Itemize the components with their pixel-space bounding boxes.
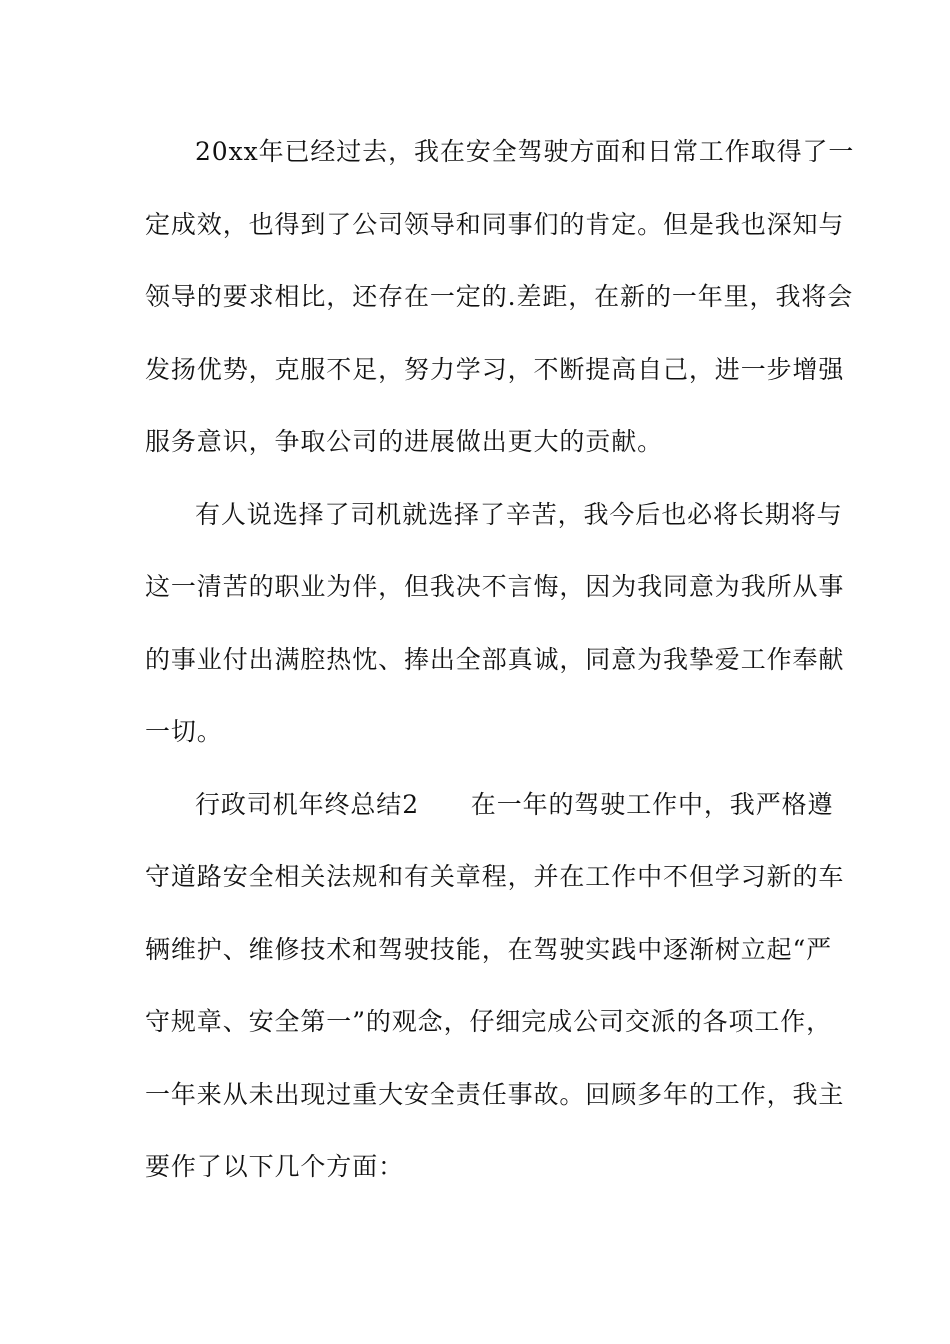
text-line: 发扬优势，克服不足，努力学习，不断提高自己，进一步增强 <box>145 354 845 384</box>
text-line: 服务意识，争取公司的进展做出更大的贡献。 <box>145 427 664 456</box>
text-line: 这一清苦的职业为伴，但我决不言悔，因为我同意为我所从事 <box>145 572 845 601</box>
text-line: 的事业付出满腔热忱、捧出全部真诚，同意为我挚爱工作奉献 <box>145 644 845 674</box>
text-line: 定成效，也得到了公司领导和同事们的肯定。但是我也深知与 <box>145 209 845 239</box>
paragraph-2 <box>145 485 845 775</box>
text-line: 要作了以下几个方面： <box>145 1152 405 1181</box>
paragraph-1 <box>145 122 855 485</box>
text-line: 一切。 <box>145 717 223 746</box>
text-line: 行政司机年终总结2 在一年的驾驶工作中，我严格遵 <box>195 789 834 819</box>
document-body <box>145 122 855 1210</box>
text-line: 20xx年已经过去，我在安全驾驶方面和日常工作取得了一 <box>195 137 855 166</box>
text-line: 辆维护、维修技术和驾驶技能，在驾驶实践中逐渐树立起“严 <box>145 934 833 964</box>
text-line: 有人说选择了司机就选择了辛苦，我今后也必将长期将与 <box>195 499 843 529</box>
paragraph-3 <box>145 775 845 1210</box>
text-line: 守规章、安全第一”的观念，仔细完成公司交派的各项工作， <box>145 1007 833 1036</box>
text-line: 一年来从未出现过重大安全责任事故。回顾多年的工作，我主 <box>145 1079 845 1109</box>
text-line: 领导的要求相比，还存在一定的.差距，在新的一年里，我将会 <box>145 282 854 311</box>
text-line: 守道路安全相关法规和有关章程，并在工作中不但学习新的车 <box>145 862 845 891</box>
